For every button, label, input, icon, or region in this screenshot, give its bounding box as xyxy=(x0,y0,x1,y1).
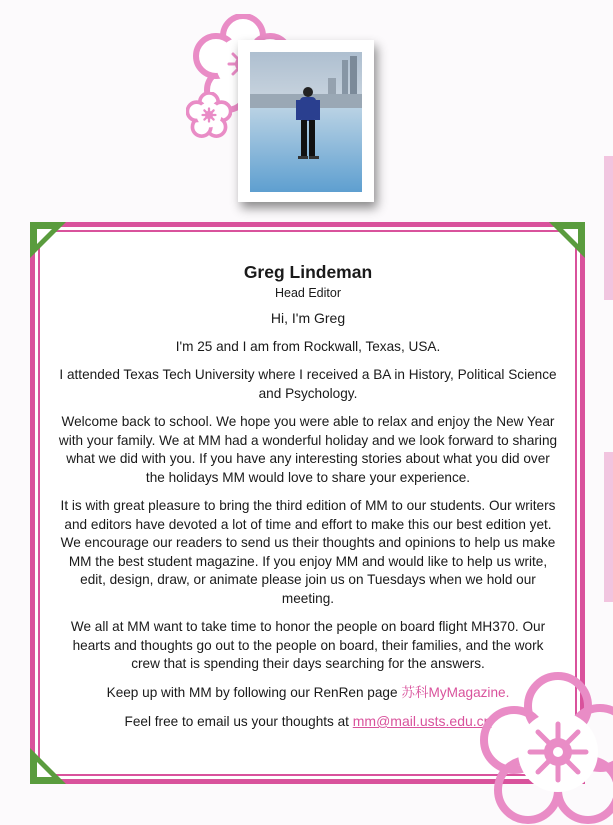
side-tab-middle xyxy=(604,452,613,602)
flower-icon xyxy=(186,92,232,138)
greeting: Hi, I'm Greg xyxy=(270,310,346,326)
paragraph-age: I'm 25 and I am from Rockwall, Texas, USA. xyxy=(175,338,441,354)
email-link[interactable]: mm@mail.usts.edu.cn xyxy=(352,713,492,729)
editor-role: Head Editor xyxy=(274,286,341,300)
letter-content xyxy=(58,262,558,732)
paragraph-education: I attended Texas Tech University where I received a BA in History, Political Science and Psychology. xyxy=(59,367,557,401)
renren-suffix: . xyxy=(505,684,510,700)
renren-link[interactable]: 苏科MyMagazine xyxy=(401,684,506,700)
email-text: Feel free to email us your thoughts at xyxy=(124,714,353,729)
renren-text: Keep up with MM by following our RenRen page xyxy=(106,684,402,700)
corner-triangle-icon xyxy=(30,222,66,258)
corner-triangle-icon xyxy=(30,748,66,784)
paragraph-edition: It is with great pleasure to bring the third edition of MM to our students. Our writers and editors have devoted a lot of time and effort to make this our best edition yet. We encourage our readers to send us their thoughts and opinions to help us make MM the best student magazine. If you enjoy MM and would like to help us write, edit, design, draw, or animate please join us on Tuesdays when we hold our meeting. xyxy=(60,498,556,606)
paragraph-mh370: We all at MM want to take time to honor the people on board flight MH370. Our hearts and thoughts go out to the people on board, their families, and the work crew that is spending their days searching for the answers. xyxy=(70,619,546,671)
corner-triangle-icon xyxy=(549,222,585,258)
flower-icon xyxy=(470,668,613,825)
profile-photo xyxy=(250,52,362,192)
side-tab-top xyxy=(604,156,613,300)
paragraph-welcome: Welcome back to school. We hope you were able to relax and enjoy the New Year with your family. We at MM had a wonderful holiday and we look forward to sharing what we did with you. If you have any interesting stories about what you did over the holidays MM would love to share your experience. xyxy=(58,414,558,485)
editor-name: Greg Lindeman xyxy=(243,262,373,282)
profile-photo-frame xyxy=(238,40,374,202)
